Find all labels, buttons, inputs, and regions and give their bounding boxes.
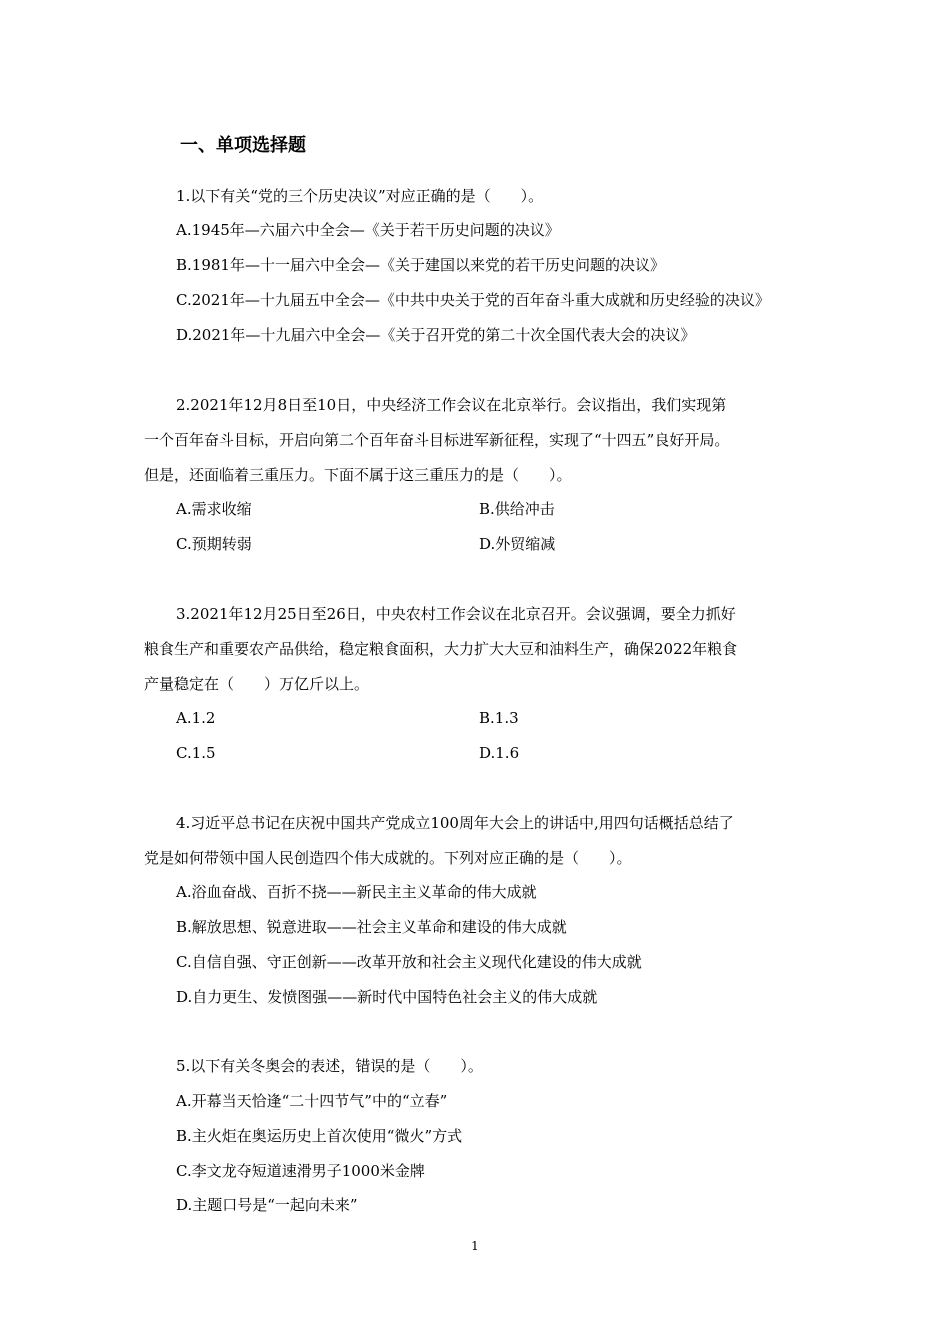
question-1-option-c: C.2021年—十九届五中全会—《中共中央关于党的百年奋斗重大成就和历史经验的决议》: [176, 291, 770, 309]
question-5-option-d: D.主题口号是“一起向未来”: [176, 1196, 358, 1214]
question-2-stem-line-1: 2.2021年12月8日至10日，中央经济工作会议在北京举行。会议指出，我们实现第: [176, 396, 727, 414]
question-5-stem: 5.以下有关冬奥会的表述，错误的是（ ）。: [176, 1057, 483, 1075]
question-1-option-b: B.1981年—十一届六中全会—《关于建国以来党的若干历史问题的决议》: [176, 256, 665, 274]
question-2-option-b: B.供给冲击: [479, 500, 555, 518]
question-3-option-c: C.1.5: [176, 744, 216, 762]
question-3-stem-line-1: 3.2021年12月25日至26日，中央农村工作会议在北京召开。会议强调，要全力抓好: [176, 605, 736, 623]
question-5-option-b: B.主火炬在奥运历史上首次使用“微火”方式: [176, 1127, 463, 1145]
question-1-stem: 1.以下有关“党的三个历史决议”对应正确的是（ ）。: [176, 187, 544, 205]
page-number: 1: [471, 1239, 479, 1253]
question-4-option-d: D.自力更生、发愤图强——新时代中国特色社会主义的伟大成就: [176, 988, 598, 1006]
question-3-stem-line-3: 产量稳定在（ ）万亿斤以上。: [144, 675, 370, 693]
question-1-option-a: A.1945年—六届六中全会—《关于若干历史问题的决议》: [176, 221, 560, 239]
section-title: 一、单项选择题: [180, 135, 306, 156]
question-3-stem-line-2: 粮食生产和重要农产品供给，稳定粮食面积，大力扩大大豆和油料生产，确保2022年粮食: [144, 640, 738, 658]
question-4-option-c: C.自信自强、守正创新——改革开放和社会主义现代化建设的伟大成就: [176, 953, 642, 971]
question-3-option-b: B.1.3: [479, 709, 519, 727]
question-5-option-c: C.李文龙夺短道速滑男子1000米金牌: [176, 1162, 425, 1180]
question-5-option-a: A.开幕当天恰逢“二十四节气”中的“立春”: [176, 1092, 448, 1110]
question-4-option-a: A.浴血奋战、百折不挠——新民主主义革命的伟大成就: [176, 883, 537, 901]
question-2-option-c: C.预期转弱: [176, 535, 252, 553]
question-3-option-a: A.1.2: [176, 709, 216, 727]
question-4-option-b: B.解放思想、锐意进取——社会主义革命和建设的伟大成就: [176, 918, 567, 936]
question-1-option-d: D.2021年—十九届六中全会—《关于召开党的第二十次全国代表大会的决议》: [176, 326, 696, 344]
question-2-option-d: D.外贸缩减: [479, 535, 556, 553]
question-4-stem-line-2: 党是如何带领中国人民创造四个伟大成就的。下列对应正确的是（ ）。: [144, 849, 632, 867]
question-2-stem-line-2: 一个百年奋斗目标，开启向第二个百年奋斗目标进军新征程，实现了“十四五”良好开局。: [144, 431, 730, 449]
question-2-stem-line-3: 但是，还面临着三重压力。下面不属于这三重压力的是（ ）。: [144, 466, 572, 484]
question-4-stem-line-1: 4.习近平总书记在庆祝中国共产党成立100周年大会上的讲话中,用四句话概括总结了: [176, 814, 734, 832]
question-2-option-a: A.需求收缩: [176, 500, 252, 518]
question-3-option-d: D.1.6: [479, 744, 520, 762]
